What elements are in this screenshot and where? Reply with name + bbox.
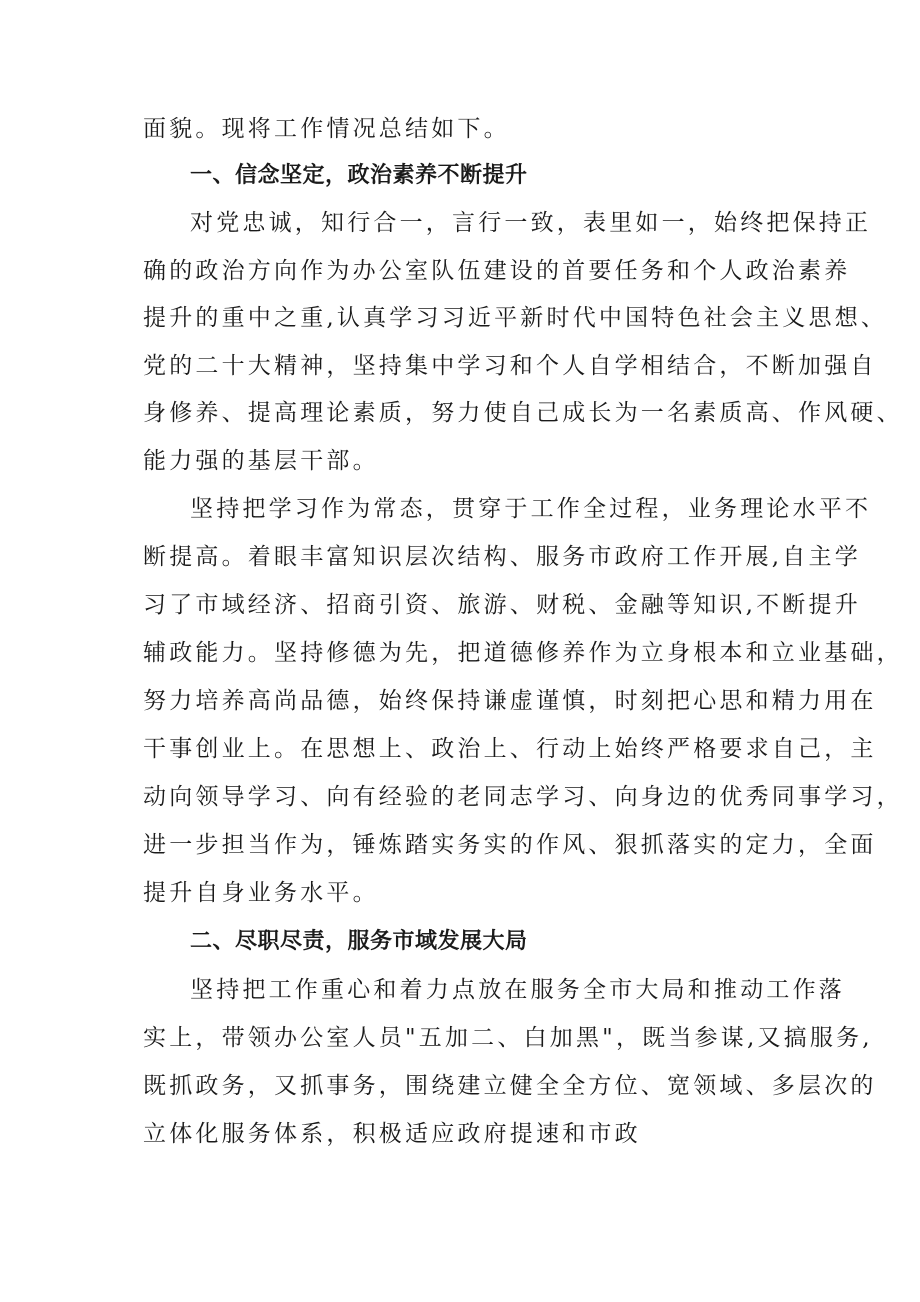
paragraph-line: 习了市域经济、招商引资、旅游、财税、金融等知识,不断提升	[143, 592, 861, 618]
paragraph-line: 实上，带领办公室人员"五加二、白加黑"，既当参谋,又搞服务,	[143, 1025, 873, 1051]
paragraph-line: 对党忠诚，知行合一，言行一致，表里如一，始终把保持正	[190, 210, 872, 236]
paragraph-line: 既抓政务，又抓事务，围绕建立健全全方位、宽领域、多层次的	[143, 1073, 877, 1099]
section-heading-1: 一、信念坚定，政治素养不断提升	[190, 163, 528, 188]
paragraph-line: 提升的重中之重,认真学习习近平新时代中国特色社会主义思想、	[143, 305, 888, 331]
paragraph-line: 提升自身业务水平。	[143, 880, 379, 906]
paragraph-line: 能力强的基层干部。	[143, 448, 379, 474]
paragraph-line: 身修养、提高理论素质，努力使自己成长为一名素质高、作风硬、	[143, 400, 903, 426]
paragraph-line: 坚持把学习作为常态，贯穿于工作全过程，业务理论水平不	[190, 496, 872, 522]
paragraph-line: 干事创业上。在思想上、政治上、行动上始终严格要求自己，主	[143, 736, 877, 762]
paragraph-line: 断提高。着眼丰富知识层次结构、服务市政府工作开展,自主学	[143, 544, 861, 570]
paragraph-line: 党的二十大精神，坚持集中学习和个人自学相结合，不断加强自	[143, 353, 877, 379]
paragraph-line: 进一步担当作为，锤炼踏实务实的作风、狠抓落实的定力，全面	[143, 832, 877, 858]
paragraph-line: 动向领导学习、向有经验的老同志学习、向身边的优秀同事学习，	[143, 784, 903, 810]
paragraph-line: 坚持把工作重心和着力点放在服务全市大局和推动工作落	[190, 977, 845, 1003]
paragraph-line: 辅政能力。坚持修德为先，把道德修养作为立身根本和立业基础，	[143, 640, 903, 666]
paragraph-line: 立体化服务体系，积极适应政府提速和市政	[143, 1121, 641, 1147]
paragraph-line: 面貌。现将工作情况总结如下。	[143, 116, 510, 142]
paragraph-line: 确的政治方向作为办公室队伍建设的首要任务和个人政治素养	[143, 258, 851, 284]
paragraph-line: 努力培养高尚品德，始终保持谦虚谨慎，时刻把心思和精力用在	[143, 688, 877, 714]
section-heading-2: 二、尽职尽责，服务市域发展大局	[190, 929, 528, 954]
